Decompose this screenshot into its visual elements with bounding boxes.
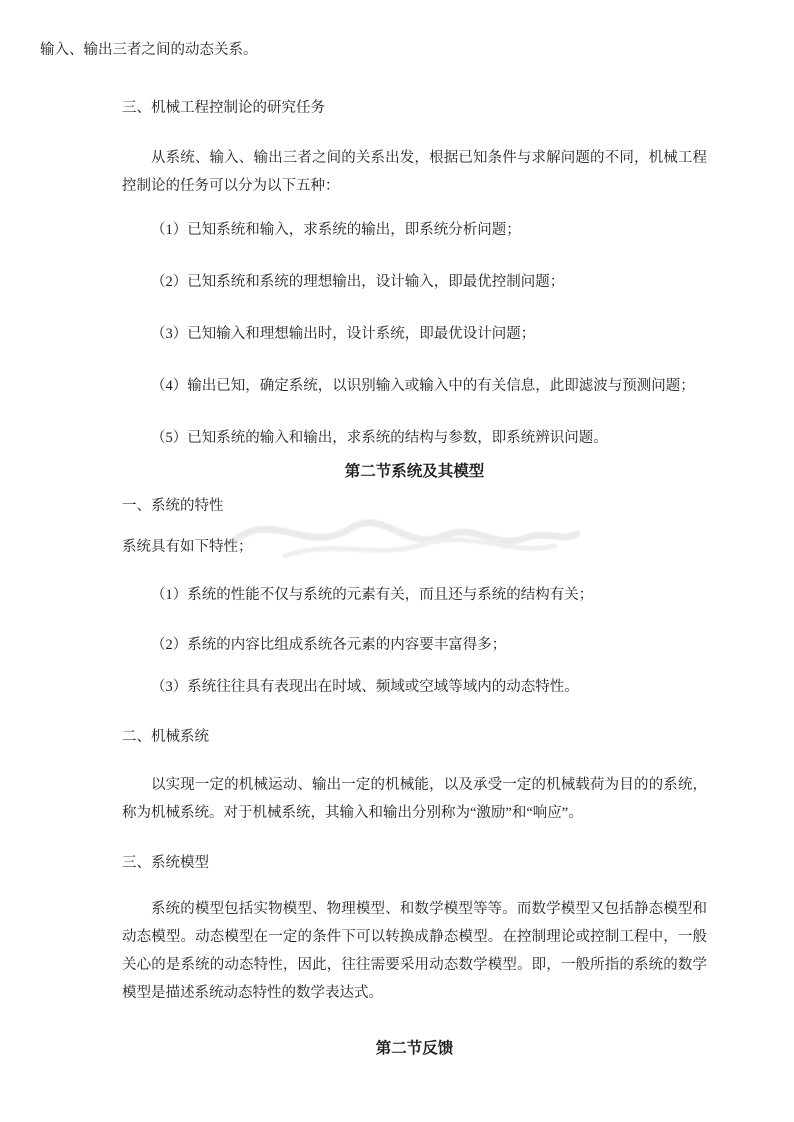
task-item-3: （3）已知输入和理想输出时，设计系统，即最优设计问题；: [151, 326, 536, 342]
heading-research-tasks: 三、机械工程控制论的研究任务: [122, 100, 325, 116]
section-title-feedback: 第二节反馈: [375, 1040, 454, 1057]
research-tasks-intro: 从系统、输入、输出三者之间的关系出发，根据已知条件与求解问题的不同，机械工程控制论的任务可以分为以下五种：: [122, 150, 707, 194]
characteristic-item-2: （2）系统的内容比组成系统各元素的内容要丰富得多；: [151, 637, 507, 653]
section-title-system-and-model: 第二节系统及其模型: [344, 463, 485, 480]
heading-mechanical-system: 二、机械系统: [122, 729, 209, 745]
document-body: [122, 94, 707, 1063]
characteristic-item-1: （1）系统的性能不仅与系统的元素有关，而且还与系统的结构有关；: [151, 587, 594, 603]
heading-system-characteristics: 一、系统的特性: [122, 498, 224, 514]
heading-system-model: 三、系统模型: [122, 855, 209, 871]
task-item-2: （2）已知系统和系统的理想输出，设计输入，即最优控制问题；: [151, 274, 565, 290]
leading-paragraph-line: 输入、输出三者之间的动态关系。: [40, 42, 258, 58]
system-model-paragraph: 系统的模型包括实物模型、物理模型、和数学模型等等。而数学模型又包括静态模型和动态模型。动态模型在一定的条件下可以转换成静态模型。在控制理论或控制工程中，一般关心的是系统的动态特性，因此，往往需要采用动态数学模型。即，一般所指的系统的数学模型是描述系统动态特性的数学表达式。: [122, 901, 707, 1001]
task-item-1: （1）已知系统和输入，求系统的输出，即系统分析问题；: [151, 222, 521, 238]
task-item-4: （4）输出已知，确定系统，以识别输入或输入中的有关信息，此即滤波与预测问题；: [151, 378, 695, 394]
task-item-5: （5）已知系统的输入和输出，求系统的结构与参数，即系统辨识问题。: [151, 430, 608, 446]
characteristic-item-3: （3）系统往往具有表现出在时域、频域或空域等域内的动态特性。: [151, 679, 579, 695]
mechanical-system-paragraph: 以实现一定的机械运动、输出一定的机械能，以及承受一定的机械载荷为目的的系统，称为机械系统。对于机械系统，其输入和输出分别称为“激励”和“响应”。: [122, 777, 707, 821]
characteristics-lead: 系统具有如下特性；: [122, 539, 253, 555]
